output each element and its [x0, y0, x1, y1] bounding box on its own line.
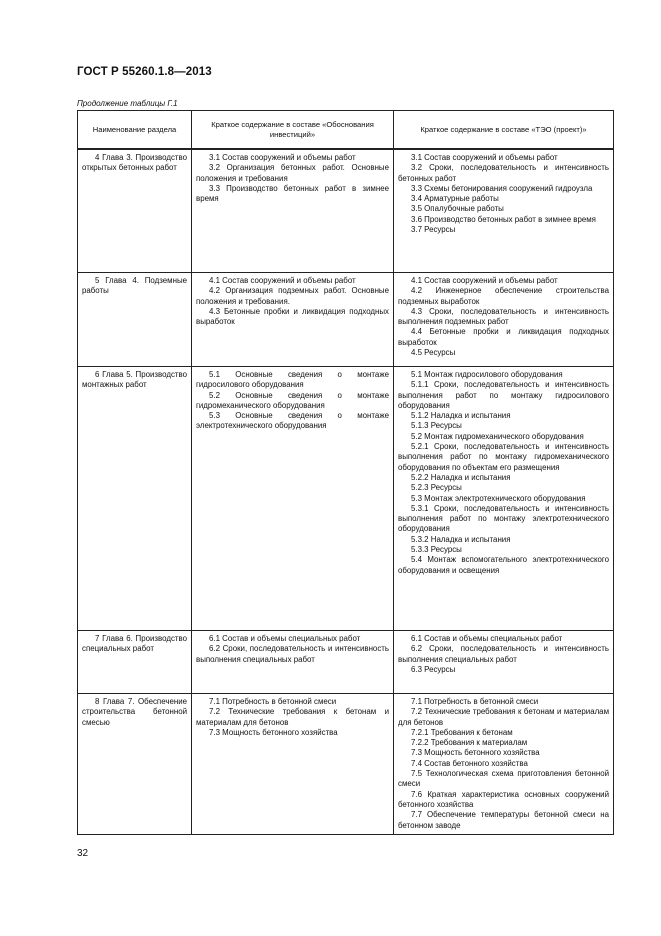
- list-item: 5.4 Монтаж вспомогательного электротехнического оборудования и освещения: [398, 555, 609, 575]
- list-item: 3.5 Опалубочные работы: [411, 204, 504, 214]
- list-item: 4.4 Бетонные пробки и ликвидация подходных выработок: [398, 327, 609, 347]
- list-item: 3.7 Ресурсы: [411, 225, 456, 235]
- list-item: 4.2 Организация подземных работ. Основные положения и требования.: [196, 286, 389, 306]
- investment-cell: [192, 631, 394, 694]
- page-number: 32: [77, 848, 89, 859]
- list-item: 4.5 Ресурсы: [411, 348, 456, 358]
- project-cell: [394, 694, 614, 835]
- list-item: 6.3 Ресурсы: [411, 664, 456, 674]
- list-item: 7.5 Технологическая схема приготовления бетонной смеси: [398, 769, 609, 789]
- table-caption: Продолжение таблицы Г.1: [77, 99, 178, 108]
- list-item: 7.2.1 Требования к бетонам: [411, 727, 513, 737]
- list-item: 6.1 Состав и объемы специальных работ: [411, 634, 563, 643]
- list-item: 4.1 Состав сооружений и объемы работ: [411, 276, 558, 285]
- section-name: 6 Глава 5. Производство монтажных работ: [82, 370, 187, 390]
- column-header-investment: Краткое содержание в составе «Обоснования инвестиций»: [192, 111, 394, 150]
- section-name: 7 Глава 6. Производство специальных работ: [82, 634, 187, 654]
- project-cell: [394, 367, 614, 631]
- column-header-section: Наименование раздела: [78, 111, 192, 150]
- list-item: 4.1 Состав сооружений и объемы работ: [209, 276, 356, 285]
- table-row: [78, 149, 614, 273]
- list-item: 7.2.2 Требования к материалам: [411, 738, 528, 748]
- list-item: 6.1 Состав и объемы специальных работ: [209, 634, 361, 643]
- list-item: 5.2.2 Наладка и испытания: [411, 472, 511, 482]
- list-item: 7.1 Потребность в бетонной смеси: [209, 697, 337, 706]
- section-name: 8 Глава 7. Обеспечение строительства бетонной смесью: [82, 697, 187, 727]
- list-item: 5.1.1 Сроки, последовательность и интенсивность выполнения работ по монтажу гидросилового оборудования: [398, 380, 609, 410]
- list-item: 7.1 Потребность в бетонной смеси: [411, 697, 539, 706]
- list-item: 5.1 Основные сведения о монтаже гидросилового оборудования: [196, 370, 389, 390]
- document-header: ГОСТ Р 55260.1.8—2013: [77, 66, 212, 78]
- table-row: [78, 367, 614, 631]
- list-item: 7.2 Технические требования к бетонам и материалам для бетонов: [196, 707, 389, 727]
- project-cell: [394, 149, 614, 273]
- list-item: 7.3 Мощность бетонного хозяйства: [411, 748, 540, 758]
- project-cell: [394, 273, 614, 367]
- list-item: 3.2 Сроки, последовательность и интенсивность бетонных работ: [398, 163, 609, 183]
- list-item: 7.3 Мощность бетонного хозяйства: [209, 727, 338, 737]
- list-item: 5.3 Основные сведения о монтаже электротехнического оборудования: [196, 411, 389, 431]
- list-item: 5.1.3 Ресурсы: [411, 421, 462, 431]
- list-item: 5.3.2 Наладка и испытания: [411, 534, 511, 544]
- investment-cell: [192, 273, 394, 367]
- list-item: 5.2.3 Ресурсы: [411, 483, 462, 493]
- list-item: 3.2 Организация бетонных работ. Основные положения и требования: [196, 163, 389, 183]
- list-item: 6.2 Сроки, последовательность и интенсивность выполнения специальных работ: [398, 644, 609, 664]
- list-item: 7.4 Состав бетонного хозяйства: [411, 758, 528, 768]
- list-item: 5.1 Монтаж гидросилового оборудования: [411, 370, 563, 379]
- list-item: 4.3 Бетонные пробки и ликвидация подходных выработок: [196, 306, 389, 327]
- list-item: 7.6 Краткая характеристика основных сооружений бетонного хозяйства: [398, 789, 609, 809]
- list-item: 4.3 Сроки, последовательность и интенсивность выполнения подземных работ: [398, 306, 609, 327]
- section-cell: [78, 367, 192, 631]
- section-name: 4 Глава 3. Производство открытых бетонных работ: [82, 153, 187, 173]
- table-row: [78, 694, 614, 835]
- section-name: 5 Глава 4. Подземные работы: [82, 276, 187, 296]
- list-item: 3.1 Состав сооружений и объемы работ: [209, 153, 356, 162]
- list-item: 3.3 Схемы бетонирования сооружений гидроузла: [411, 183, 593, 193]
- investment-cell: [192, 694, 394, 835]
- list-item: 7.7 Обеспечение температуры бетонной смеси на бетонном заводе: [398, 810, 609, 830]
- table-header-row: [78, 111, 614, 150]
- investment-cell: [192, 367, 394, 631]
- investment-cell: [192, 149, 394, 273]
- list-item: 3.3 Производство бетонных работ в зимнее время: [196, 183, 389, 204]
- section-cell: [78, 273, 192, 367]
- list-item: 7.2 Технические требования к бетонам и материалам для бетонов: [398, 707, 609, 727]
- list-item: 5.2 Основные сведения о монтаже гидромеханического оборудования: [196, 390, 389, 410]
- content-table: [77, 110, 614, 835]
- list-item: 5.2.1 Сроки, последовательность и интенсивность выполнения работ по монтажу гидромеханического оборудования по объектам его размещения: [398, 442, 609, 472]
- list-item: 5.2 Монтаж гидромеханического оборудования: [411, 431, 584, 441]
- section-cell: [78, 694, 192, 835]
- table-row: [78, 631, 614, 694]
- section-cell: [78, 149, 192, 273]
- list-item: 5.3.3 Ресурсы: [411, 545, 462, 555]
- column-header-project: Краткое содержание в составе «ТЭО (проект)»: [394, 111, 614, 150]
- project-cell: [394, 631, 614, 694]
- list-item: 4.2 Инженерное обеспечение строительства подземных выработок: [398, 286, 609, 306]
- list-item: 5.1.2 Наладка и испытания: [411, 411, 511, 421]
- list-item: 3.4 Арматурные работы: [411, 194, 499, 204]
- section-cell: [78, 631, 192, 694]
- list-item: 5.3.1 Сроки, последовательность и интенсивность выполнения работ по монтажу электротехнического оборудования: [398, 503, 609, 534]
- list-item: 5.3 Монтаж электротехнического оборудования: [411, 493, 586, 503]
- list-item: 6.2 Сроки, последовательность и интенсивность выполнения специальных работ: [196, 644, 389, 664]
- list-item: 3.1 Состав сооружений и объемы работ: [411, 153, 558, 162]
- table-row: [78, 273, 614, 367]
- list-item: 3.6 Производство бетонных работ в зимнее время: [411, 214, 596, 224]
